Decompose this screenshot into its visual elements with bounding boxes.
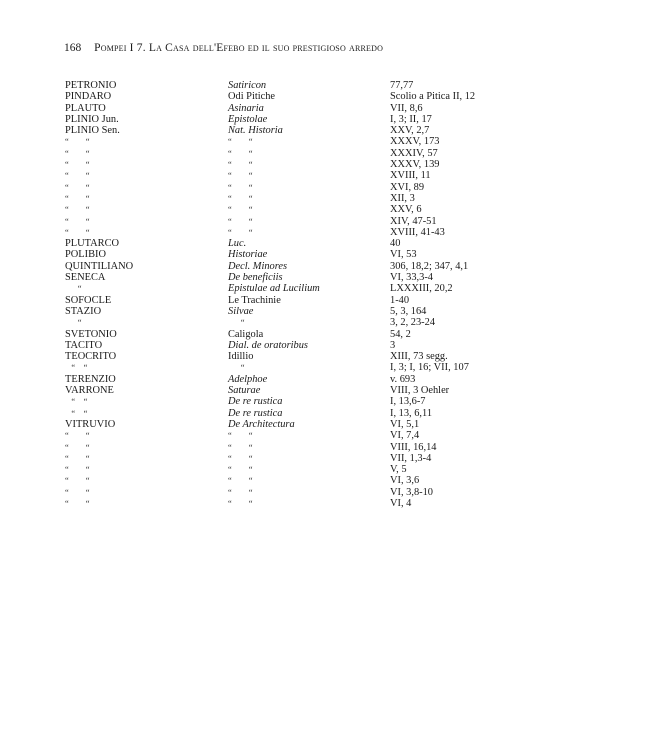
passage-reference: XVIII, 41-43	[390, 226, 445, 238]
passage-reference: XIII, 73 segg.	[390, 351, 448, 363]
citation-row	[0, 193, 650, 204]
author-name: PINDARO	[65, 91, 112, 103]
passage-reference: VIII, 3 Oehler	[390, 385, 450, 397]
work-title: Luc.	[228, 238, 247, 250]
author-name: TERENZIO	[65, 373, 116, 385]
author-name: “ “	[65, 170, 90, 181]
author-name: “ “	[65, 464, 90, 475]
citation-row	[0, 362, 650, 373]
running-title: Pompei I 7. La Casa dell'Efebo ed il suo prestigioso arredo	[94, 42, 384, 54]
work-title: “ “	[228, 226, 253, 237]
work-title: “ “	[228, 497, 253, 508]
passage-reference: VI, 53	[390, 249, 417, 261]
author-name: “ “	[65, 204, 90, 215]
work-title: Historiae	[228, 249, 268, 261]
passage-reference: 77,77	[390, 80, 414, 91]
work-title: Adelphoe	[228, 373, 268, 385]
citation-row	[0, 464, 650, 475]
citation-row	[0, 103, 650, 114]
citation-row	[0, 136, 650, 147]
work-title: De re rustica	[228, 407, 283, 419]
author-name: PLINIO Sen.	[65, 125, 120, 137]
citation-row	[0, 306, 650, 317]
author-name: “ “	[65, 452, 90, 463]
author-name: PLAUTO	[65, 102, 106, 114]
author-name: PLINIO Jun.	[65, 113, 119, 125]
passage-reference: I, 3; I, 16; VII, 107	[390, 362, 469, 374]
citation-row	[0, 374, 650, 385]
citation-row	[0, 430, 650, 441]
citation-row	[0, 442, 650, 453]
work-title: Silvae	[228, 305, 254, 317]
author-name: “ “	[65, 486, 90, 497]
passage-reference: XXXIV, 57	[390, 147, 438, 159]
citation-row	[0, 125, 650, 136]
author-name: “ “	[65, 430, 90, 441]
author-name: POLIBIO	[65, 249, 106, 261]
passage-reference: VI, 3,8-10	[390, 486, 433, 498]
passage-reference: 5, 3, 164	[390, 305, 427, 317]
passage-reference: Scolio a Pitica II, 12	[390, 91, 476, 103]
running-header	[64, 42, 383, 54]
author-name: TACITO	[65, 339, 103, 351]
work-title: Idillio	[228, 351, 254, 363]
work-title: “ “	[228, 215, 253, 226]
author-name: “ “	[65, 159, 90, 170]
author-name: “ “	[65, 407, 88, 418]
citation-row	[0, 182, 650, 193]
author-name: “	[65, 317, 82, 328]
work-title: “ “	[228, 147, 253, 158]
citation-row	[0, 295, 650, 306]
passage-reference: XXV, 2,7	[390, 125, 430, 137]
author-name: QUINTILIANO	[65, 260, 134, 272]
author-name: “ “	[65, 215, 90, 226]
author-name: PETRONIO	[65, 80, 117, 91]
work-title: Caligola	[228, 328, 264, 340]
author-name: “ “	[65, 147, 90, 158]
work-title: “ “	[228, 464, 253, 475]
work-title: Asinaria	[228, 102, 264, 114]
work-title: “ “	[228, 452, 253, 463]
author-name: “ “	[65, 475, 90, 486]
citation-row	[0, 419, 650, 430]
work-title: “ “	[228, 441, 253, 452]
work-title: Le Trachinie	[228, 294, 281, 306]
citation-row	[0, 396, 650, 407]
work-title: “ “	[228, 204, 253, 215]
work-title: Epistulae ad Lucilium	[228, 283, 320, 295]
page-number: 168	[64, 42, 82, 54]
citation-row	[0, 204, 650, 215]
work-title: Odi Pitiche	[228, 91, 276, 103]
citation-row	[0, 272, 650, 283]
work-title: “ “	[228, 181, 253, 192]
work-title: “ “	[228, 192, 253, 203]
work-title: “ “	[228, 430, 253, 441]
author-name: “ “	[65, 441, 90, 452]
passage-reference: V, 5	[390, 464, 407, 476]
citation-row	[0, 159, 650, 170]
citation-row	[0, 317, 650, 328]
work-title: “	[228, 317, 245, 328]
citation-row	[0, 238, 650, 249]
passage-reference: XIV, 47-51	[390, 215, 437, 227]
passage-reference: 306, 18,2; 347, 4,1	[390, 260, 469, 272]
work-title: “ “	[228, 159, 253, 170]
citation-row	[0, 283, 650, 294]
author-name: SENECA	[65, 272, 106, 284]
work-title: “ “	[228, 170, 253, 181]
citation-row	[0, 498, 650, 509]
author-name: PLUTARCO	[65, 238, 120, 250]
author-name: TEOCRITO	[65, 351, 117, 363]
passage-reference: XVIII, 11	[390, 170, 431, 182]
citation-row	[0, 170, 650, 181]
author-name: “ “	[65, 192, 90, 203]
work-title: Satiricon	[228, 80, 267, 91]
passage-reference: LXXXIII, 20,2	[390, 283, 453, 295]
citation-row	[0, 91, 650, 102]
passage-reference: I, 3; II, 17	[390, 113, 432, 125]
author-name: “ “	[65, 136, 90, 147]
citation-row	[0, 329, 650, 340]
citation-row	[0, 453, 650, 464]
citation-row	[0, 249, 650, 260]
citation-row	[0, 216, 650, 227]
passage-reference: VII, 8,6	[390, 102, 423, 114]
work-title: De beneficiis	[228, 272, 283, 284]
passage-reference: 40	[390, 238, 401, 250]
author-name: “	[65, 283, 82, 294]
work-title: Saturae	[228, 385, 261, 397]
citation-index-list	[0, 80, 650, 509]
passage-reference: VIII, 16,14	[390, 441, 437, 453]
author-name: VITRUVIO	[65, 418, 116, 430]
passage-reference: v. 693	[390, 373, 416, 385]
author-name: “ “	[65, 181, 90, 192]
work-title: Nat. Historia	[228, 125, 283, 137]
citation-row	[0, 351, 650, 362]
passage-reference: XXXV, 139	[390, 159, 440, 171]
work-title: Decl. Minores	[228, 260, 288, 272]
work-title: De re rustica	[228, 396, 283, 408]
passage-reference: XXV, 6	[390, 204, 422, 216]
citation-row	[0, 340, 650, 351]
citation-row	[0, 80, 650, 91]
citation-row	[0, 408, 650, 419]
citation-row	[0, 385, 650, 396]
passage-reference: 3	[390, 339, 396, 351]
citation-row	[0, 227, 650, 238]
passage-reference: VI, 3,6	[390, 475, 420, 487]
passage-reference: 3, 2, 23-24	[390, 317, 436, 329]
work-title: De Architectura	[228, 418, 295, 430]
author-name: “ “	[65, 226, 90, 237]
work-title: Epistolae	[228, 113, 268, 125]
author-name: “ “	[65, 362, 88, 373]
passage-reference: VI, 7,4	[390, 430, 420, 442]
passage-reference: XXXV, 173	[390, 136, 440, 148]
work-title: “ “	[228, 475, 253, 486]
citation-row	[0, 475, 650, 486]
author-name: SVETONIO	[65, 328, 117, 340]
passage-reference: I, 13,6-7	[390, 396, 426, 408]
author-name: STAZIO	[65, 305, 102, 317]
author-name: “ “	[65, 396, 88, 407]
passage-reference: VII, 1,3-4	[390, 452, 432, 464]
work-title: Dial. de oratoribus	[228, 339, 308, 351]
passage-reference: 54, 2	[390, 328, 411, 340]
passage-reference: XII, 3	[390, 192, 415, 204]
passage-reference: I, 13, 6,11	[390, 407, 433, 419]
work-title: “	[228, 362, 245, 373]
passage-reference: VI, 5,1	[390, 418, 420, 430]
author-name: “ “	[65, 497, 90, 508]
citation-row	[0, 487, 650, 498]
citation-row	[0, 114, 650, 125]
citation-row	[0, 148, 650, 159]
author-name: VARRONE	[65, 385, 114, 397]
passage-reference: XVI, 89	[390, 181, 425, 193]
passage-reference: VI, 33,3-4	[390, 272, 433, 284]
citation-row	[0, 261, 650, 272]
passage-reference: VI, 4	[390, 497, 412, 509]
passage-reference: 1-40	[390, 294, 410, 306]
work-title: “ “	[228, 486, 253, 497]
work-title: “ “	[228, 136, 253, 147]
author-name: SOFOCLE	[65, 294, 112, 306]
